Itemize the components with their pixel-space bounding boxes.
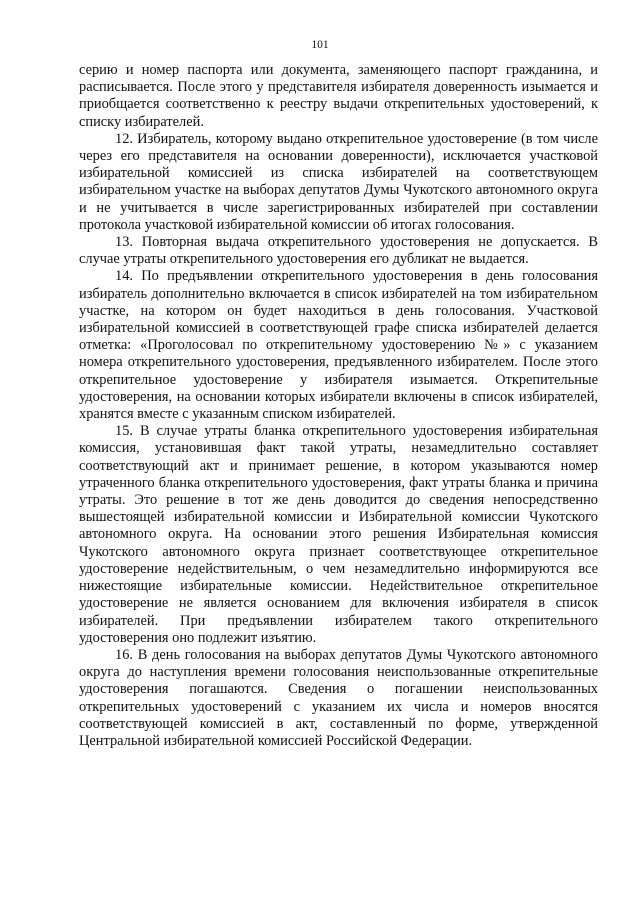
paragraph-item-14: 14. По предъявлении открепительного удостоверения в день голосования избиратель дополнительно включается в список избирателей на том избирательном участке, на котором он будет находиться в день голосования. Участковой избирательной комиссией в соответствующей графе списка избирателей делается отметка: «Проголосовал по открепительному удостоверению №» с указанием номера открепительного удостоверения, предъявленного избирателем. После этого открепительное удостоверение у избирателя изымается. Открепительные удостоверения, на основании которых избиратели включены в список избирателей, хранятся вместе с указанным списком избирателей.	[79, 268, 598, 423]
document-body	[79, 62, 598, 750]
paragraph-item-16: 16. В день голосования на выборах депутатов Думы Чукотского автономного округа до наступления времени голосования неиспользованные открепительные удостоверения погашаются. Сведения о погашении неиспользованных открепительных удостоверений с указанием их числа и номеров вносятся соответствующей комиссией в акт, составленный по форме, утвержденной Центральной избирательной комиссией Российской Федерации.	[79, 646, 598, 749]
page-number: 101	[311, 39, 329, 51]
paragraph-item-13: 13. Повторная выдача открепительного удостоверения не допускается. В случае утраты открепительного удостоверения его дубликат не выдается.	[79, 234, 598, 268]
paragraph-item-12: 12. Избиратель, которому выдано открепительное удостоверение (в том числе через его представителя на основании доверенности), исключается участковой избирательной комиссией из списка избирателей на соответствующем избирательном участке на выборах депутатов Думы Чукотского автономного округа и не учитывается в числе зарегистрированных избирателей при составлении протокола участковой избирательной комиссии об итогах голосования.	[79, 130, 598, 233]
paragraph-continuation: серию и номер паспорта или документа, заменяющего паспорт гражданина, и расписывается. После этого у представителя избирателя доверенность изымается и приобщается соответственно к реестру выдачи открепительных удостоверений, к списку избирателей.	[79, 62, 598, 130]
paragraph-item-15: 15. В случае утраты бланка открепительного удостоверения избирательная комиссия, установившая факт такой утраты, незамедлительно составляет соответствующий акт и принимает решение, в котором указываются номер утраченного бланка открепительного удостоверения, факт утраты бланка и причина утраты. Это решение в тот же день доводится до сведения непосредственно вышестоящей избирательной комиссии и Избирательной комиссии Чукотского автономного округа. На основании этого решения Избирательная комиссия Чукотского автономного округа признает соответствующее открепительное удостоверение недействительным, о чем незамедлительно информируются все нижестоящие избирательные комиссии. Недействительное открепительное удостоверение не является основанием для включения избирателя в список избирателей. При предъявлении избирателем такого открепительного удостоверения оно подлежит изъятию.	[79, 423, 598, 646]
